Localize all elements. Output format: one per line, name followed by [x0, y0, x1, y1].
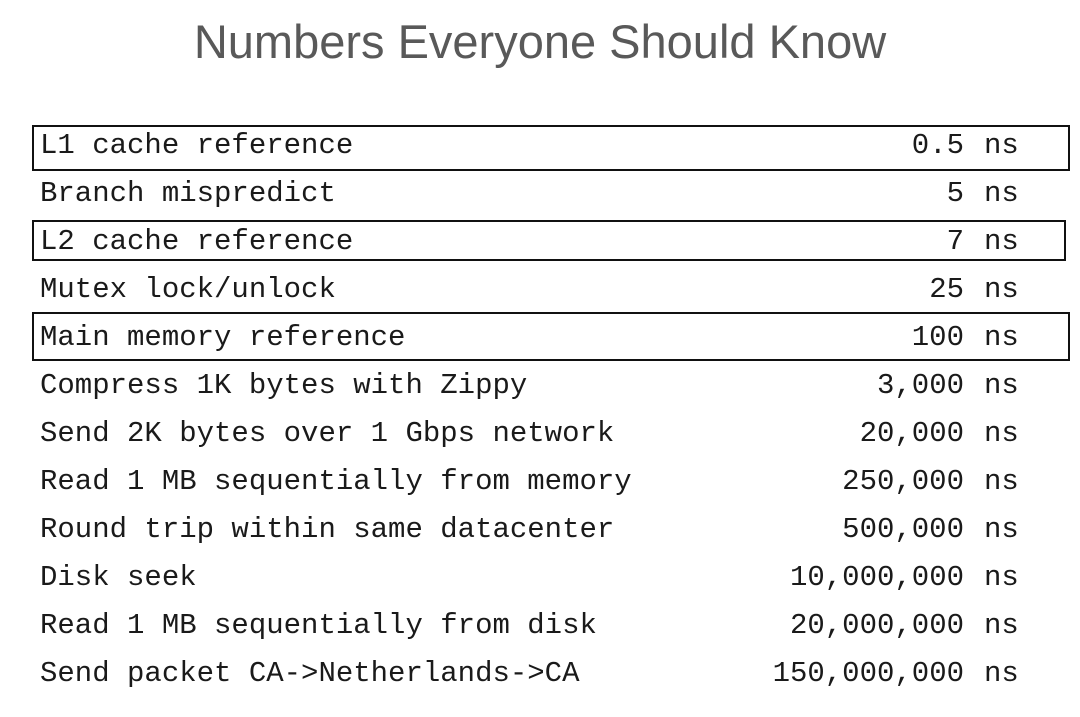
row-value: 20,000,000 — [789, 609, 964, 642]
row-unit: ns — [984, 465, 1019, 498]
table-row — [0, 362, 1080, 410]
row-value: 500,000 — [842, 513, 964, 546]
row-label: L1 cache reference — [40, 129, 354, 162]
table-row — [0, 170, 1080, 218]
row-unit: ns — [984, 369, 1019, 402]
highlight-box-l1 — [32, 125, 1070, 171]
table-row — [0, 506, 1080, 554]
row-value: 100 — [911, 321, 964, 354]
table-row — [0, 650, 1080, 698]
row-label: L2 cache reference — [40, 225, 354, 258]
row-value: 3,000 — [876, 369, 964, 402]
row-label: Read 1 MB sequentially from disk — [40, 609, 597, 642]
row-label: Read 1 MB sequentially from memory — [40, 465, 632, 498]
row-value: 20,000 — [859, 417, 964, 450]
row-label: Branch mispredict — [40, 177, 336, 210]
row-unit: ns — [984, 129, 1019, 162]
table-row — [0, 602, 1080, 650]
row-value: 7 — [946, 225, 964, 258]
row-label: Disk seek — [40, 561, 197, 594]
row-value: 150,000,000 — [772, 657, 964, 690]
row-value: 0.5 — [911, 129, 964, 162]
page-title: Numbers Everyone Should Know — [193, 15, 887, 68]
row-value: 5 — [946, 177, 964, 210]
row-unit: ns — [984, 273, 1019, 306]
row-unit: ns — [984, 417, 1019, 450]
row-label: Send 2K bytes over 1 Gbps network — [40, 417, 615, 450]
row-unit: ns — [984, 657, 1019, 690]
row-unit: ns — [984, 513, 1019, 546]
table-row — [0, 554, 1080, 602]
highlight-box-l2 — [32, 220, 1066, 261]
table-row — [0, 458, 1080, 506]
table-row — [0, 410, 1080, 458]
row-unit: ns — [984, 321, 1019, 354]
row-value: 10,000,000 — [789, 561, 964, 594]
row-unit: ns — [984, 561, 1019, 594]
highlight-box-main-memory — [32, 312, 1070, 361]
row-label: Main memory reference — [40, 321, 406, 354]
row-unit: ns — [984, 609, 1019, 642]
row-label: Mutex lock/unlock — [40, 273, 336, 306]
row-label: Compress 1K bytes with Zippy — [40, 369, 528, 402]
row-label: Send packet CA->Netherlands->CA — [40, 657, 580, 690]
table-row — [0, 266, 1080, 314]
row-label: Round trip within same datacenter — [40, 513, 615, 546]
row-value: 25 — [929, 273, 964, 306]
row-unit: ns — [984, 177, 1019, 210]
latency-table — [0, 122, 1080, 698]
row-unit: ns — [984, 225, 1019, 258]
row-value: 250,000 — [842, 465, 964, 498]
